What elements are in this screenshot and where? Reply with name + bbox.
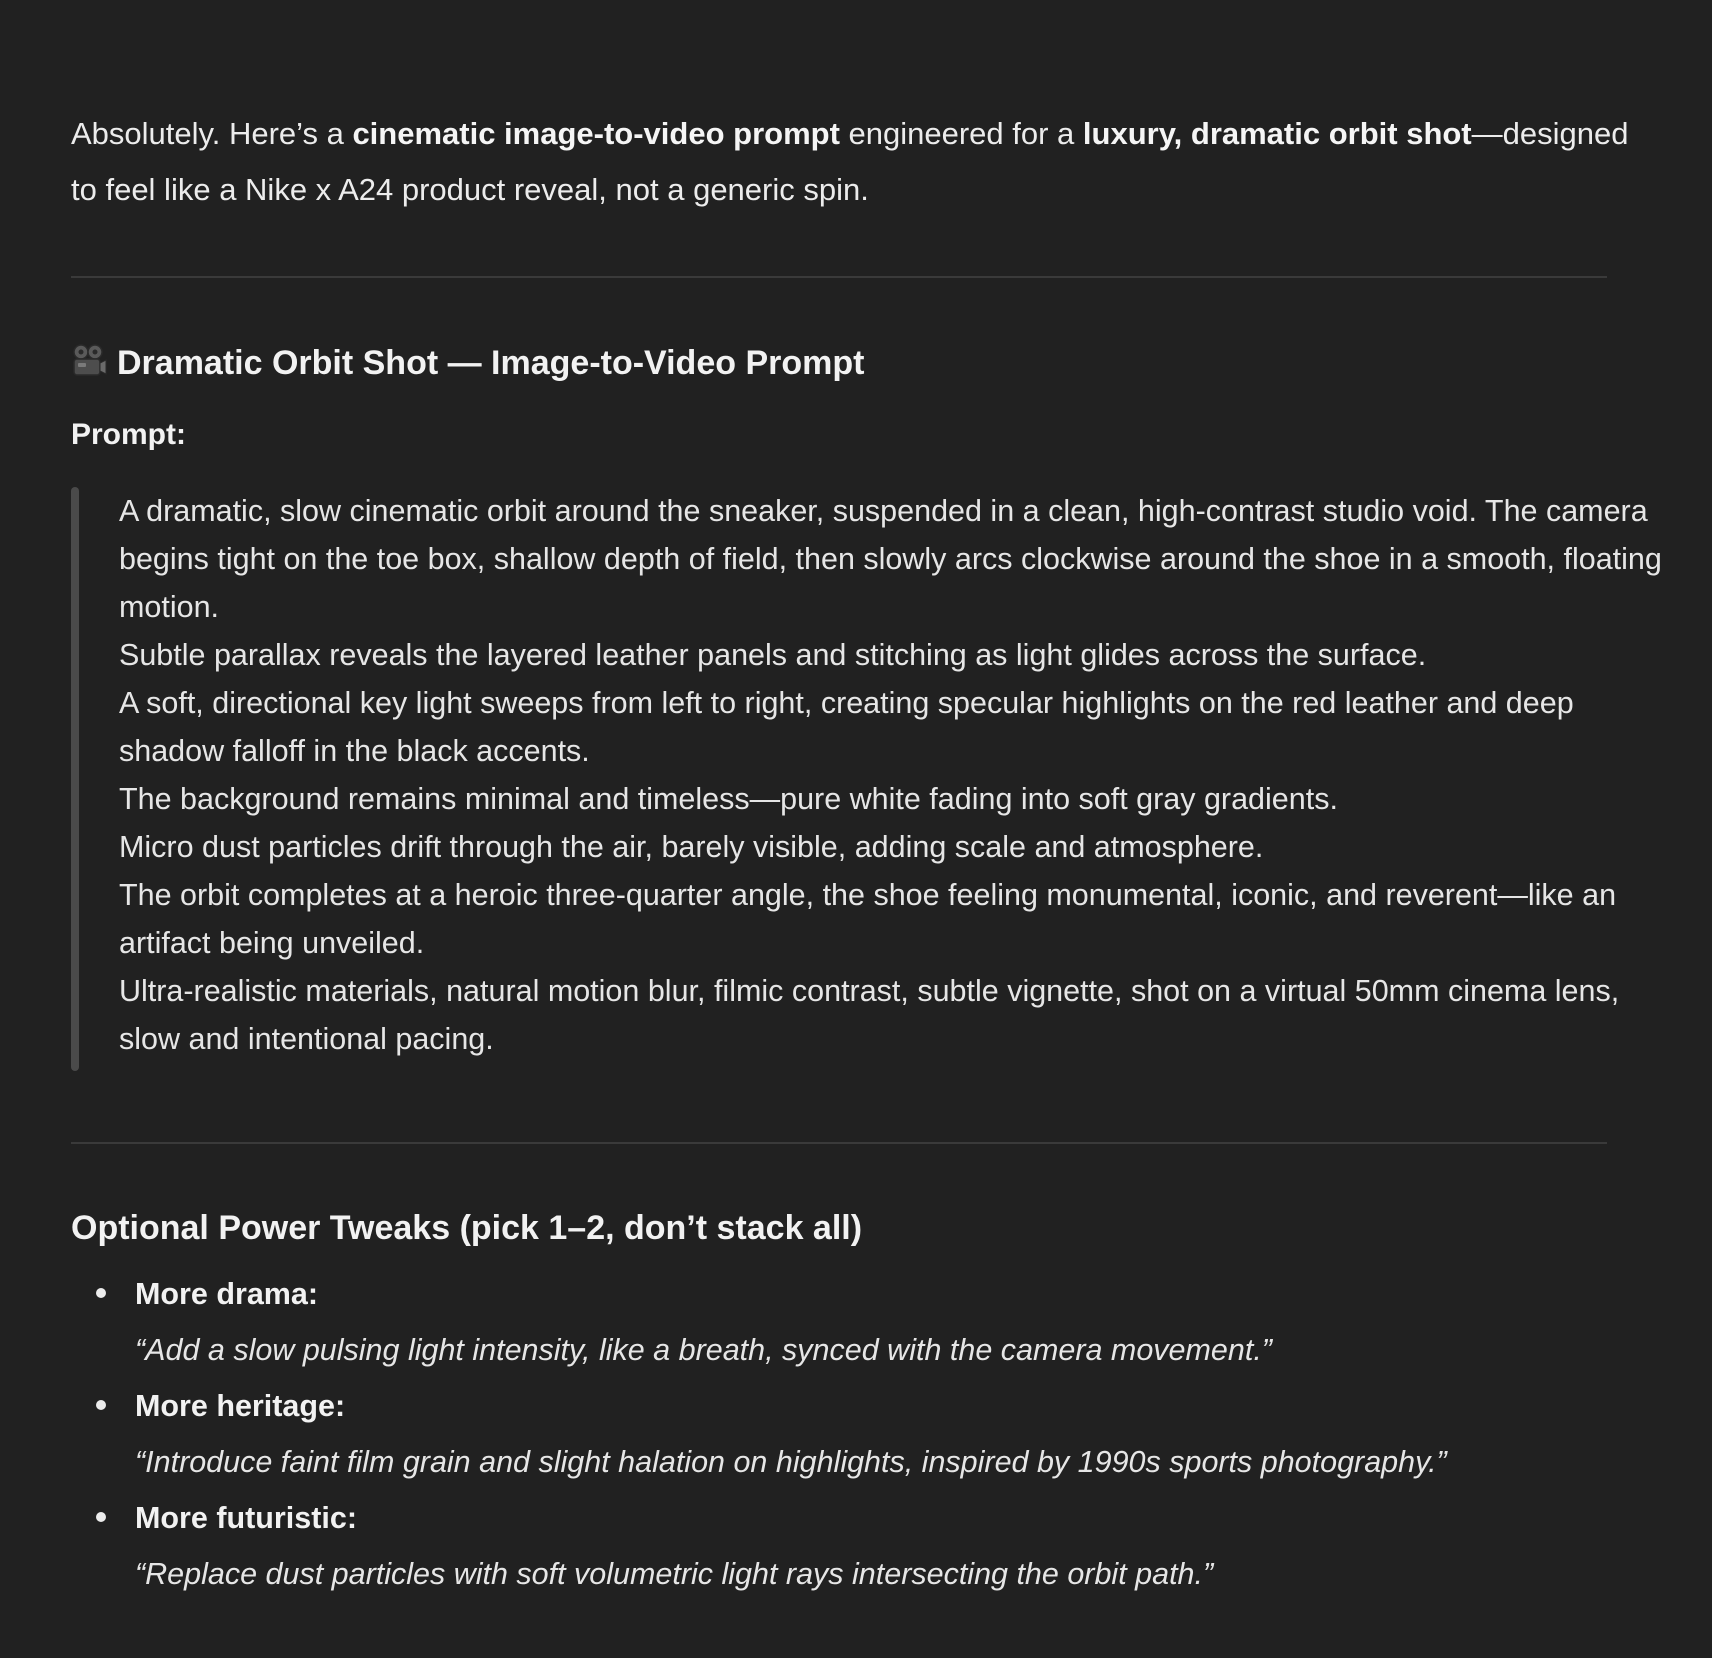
quote-line: A dramatic, slow cinematic orbit around the sneaker, suspended in a clean, high-contrast studio void. The camera begins tight on the toe box, shallow depth of field, then slowly arcs clockwise around the shoe in a smooth, floating motion. bbox=[119, 494, 1662, 624]
quote-line: A soft, directional key light sweeps from left to right, creating specular highlights on the red leather and deep shadow falloff in the black accents. bbox=[119, 686, 1574, 768]
intro-bold-2: luxury, dramatic orbit shot bbox=[1082, 116, 1472, 151]
prompt-blockquote bbox=[71, 487, 1662, 1071]
quote-line: Ultra-realistic materials, natural motion blur, filmic contrast, subtle vignette, shot on a virtual 50mm cinema lens, slow and intentional pacing. bbox=[119, 974, 1620, 1056]
bullet-icon bbox=[96, 1400, 106, 1410]
tweak-text: “Introduce faint film grain and slight halation on highlights, inspired by 1990s sports photography.” bbox=[135, 1445, 1447, 1479]
section-heading-tweaks: Optional Power Tweaks (pick 1–2, don’t stack all) bbox=[71, 1209, 863, 1247]
intro-text-1: Absolutely. Here’s a bbox=[71, 116, 353, 151]
intro-paragraph bbox=[71, 106, 1631, 218]
list-item bbox=[71, 1378, 1611, 1490]
quote-line: Micro dust particles drift through the air, barely visible, adding scale and atmosphere. bbox=[119, 830, 1264, 864]
tweak-text: “Add a slow pulsing light intensity, like a breath, synced with the camera movement.” bbox=[135, 1333, 1272, 1367]
intro-bold-1: cinematic image-to-video prompt bbox=[352, 116, 840, 151]
list-item bbox=[71, 1490, 1611, 1602]
tweaks-list bbox=[71, 1266, 1611, 1602]
tweak-label: More heritage: bbox=[135, 1389, 346, 1423]
intro-text-3: —designed to feel like a Nike x A24 product reveal, not a generic spin. bbox=[71, 116, 1629, 207]
tweak-label: More futuristic: bbox=[135, 1501, 357, 1535]
prompt-label: Prompt: bbox=[71, 418, 186, 451]
bullet-icon bbox=[96, 1288, 106, 1298]
movie-camera-icon bbox=[71, 343, 107, 379]
quote-line: The orbit completes at a heroic three-quarter angle, the shoe feeling monumental, iconic, and reverent—like an artifact being unveiled. bbox=[119, 878, 1617, 960]
list-item bbox=[71, 1266, 1611, 1378]
blockquote-text bbox=[119, 487, 1679, 1063]
section-heading-orbit bbox=[71, 341, 864, 385]
tweak-label: More drama: bbox=[135, 1277, 319, 1311]
divider bbox=[71, 1142, 1607, 1144]
blockquote-bar bbox=[71, 487, 79, 1071]
divider bbox=[71, 276, 1607, 278]
bullet-icon bbox=[96, 1512, 106, 1522]
intro-text-2: engineered for a bbox=[839, 116, 1083, 151]
quote-line: Subtle parallax reveals the layered leather panels and stitching as light glides across the surface. bbox=[119, 638, 1427, 672]
tweak-text: “Replace dust particles with soft volumetric light rays intersecting the orbit path.” bbox=[135, 1557, 1214, 1591]
section-heading-text: Dramatic Orbit Shot — Image-to-Video Prompt bbox=[117, 344, 865, 382]
quote-line: The background remains minimal and timeless—pure white fading into soft gray gradients. bbox=[119, 782, 1338, 816]
